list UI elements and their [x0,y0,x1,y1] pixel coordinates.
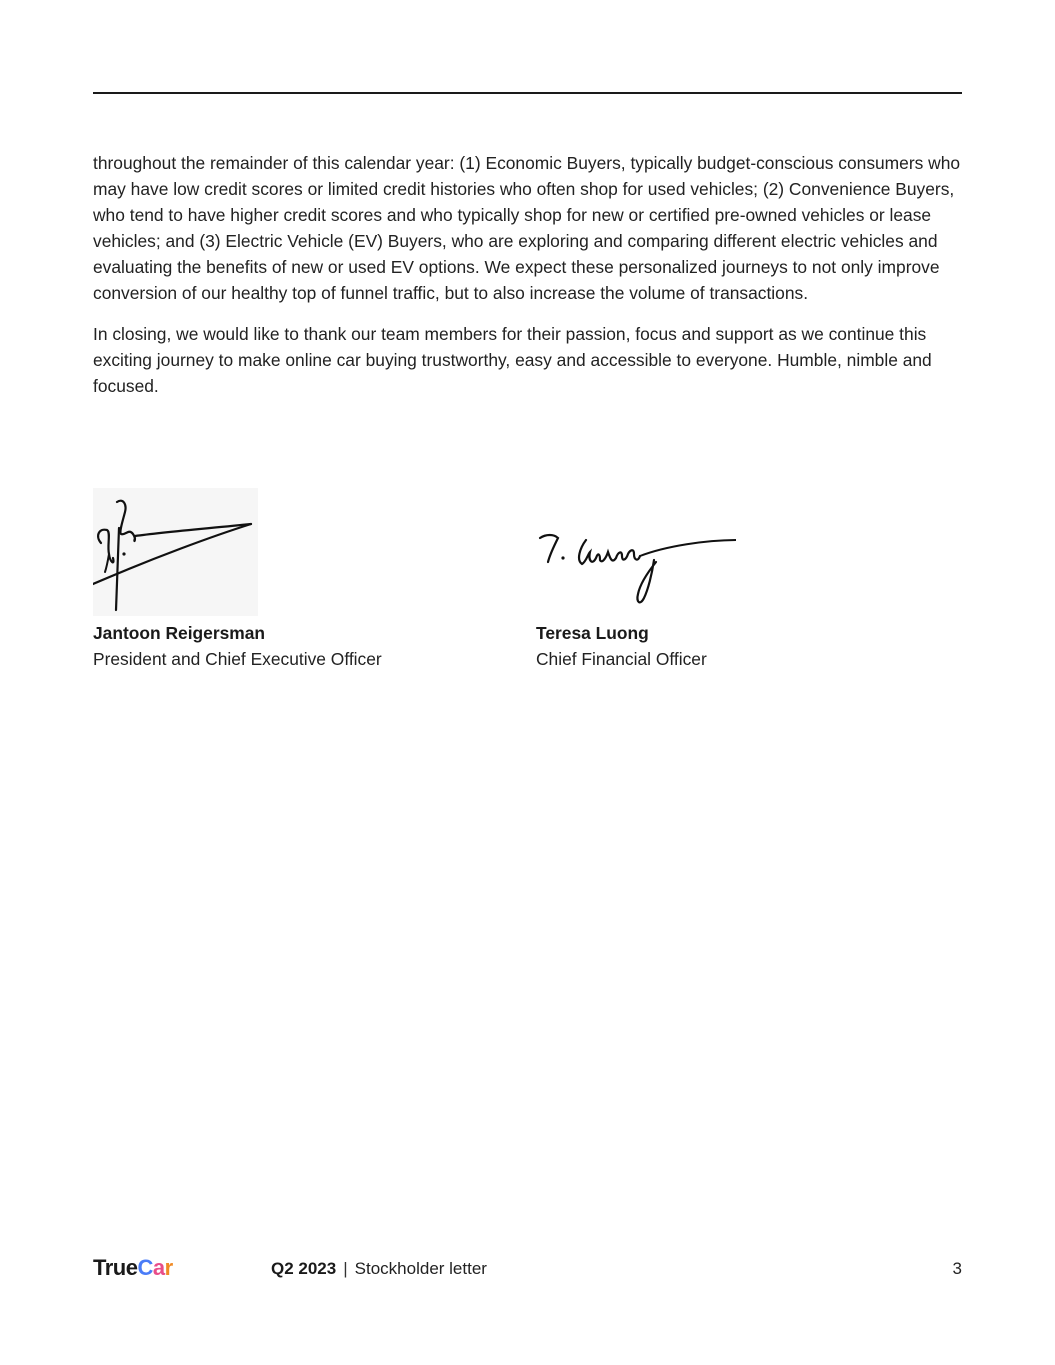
footer-document-type: Stockholder letter [354,1259,487,1278]
paragraph-customer-journeys: throughout the remainder of this calendar year: (1) Economic Buyers, typically budget-conscious consumers who may have low credit scores or limited credit histories who often shop for used vehicles; (2) Convenience Buyers, who tend to have higher credit scores and who typically shop for new or certified pre-owned vehicles or lease vehicles; and (3) Electric Vehicle (EV) Buyers, who are exploring and comparing different electric vehicles and evaluating the benefits of new or used EV options. We expect these personalized journeys to not only improve conversion of our healthy top of funnel traffic, but to also increase the volume of transactions. [93,153,961,303]
paragraph-closing: In closing, we would like to thank our team members for their passion, focus and support as we continue this exciting journey to make online car buying trustworthy, easy and accessible to everyone. Humble, nimble and focused. [93,324,932,396]
footer-separator: | [343,1259,348,1278]
truecar-logo: TrueCar [93,1255,173,1280]
footer-quarter: Q2 2023 [271,1259,337,1278]
signature-block-ceo [93,488,493,669]
header-divider [93,92,962,94]
signature-section [93,488,962,688]
signer-name-ceo: Jantoon Reigersman [93,623,266,643]
signature-block-cfo [536,488,936,669]
signer-name-cfo: Teresa Luong [536,623,649,643]
page-footer [93,1252,962,1286]
footer-document-label [271,1257,487,1281]
letter-body [93,150,961,414]
ceo-signature-image [93,488,293,618]
signer-title-ceo: President and Chief Executive Officer [93,649,382,669]
cfo-signature-image [536,488,736,618]
page-number: 3 [952,1259,962,1278]
signer-title-cfo: Chief Financial Officer [536,649,707,669]
